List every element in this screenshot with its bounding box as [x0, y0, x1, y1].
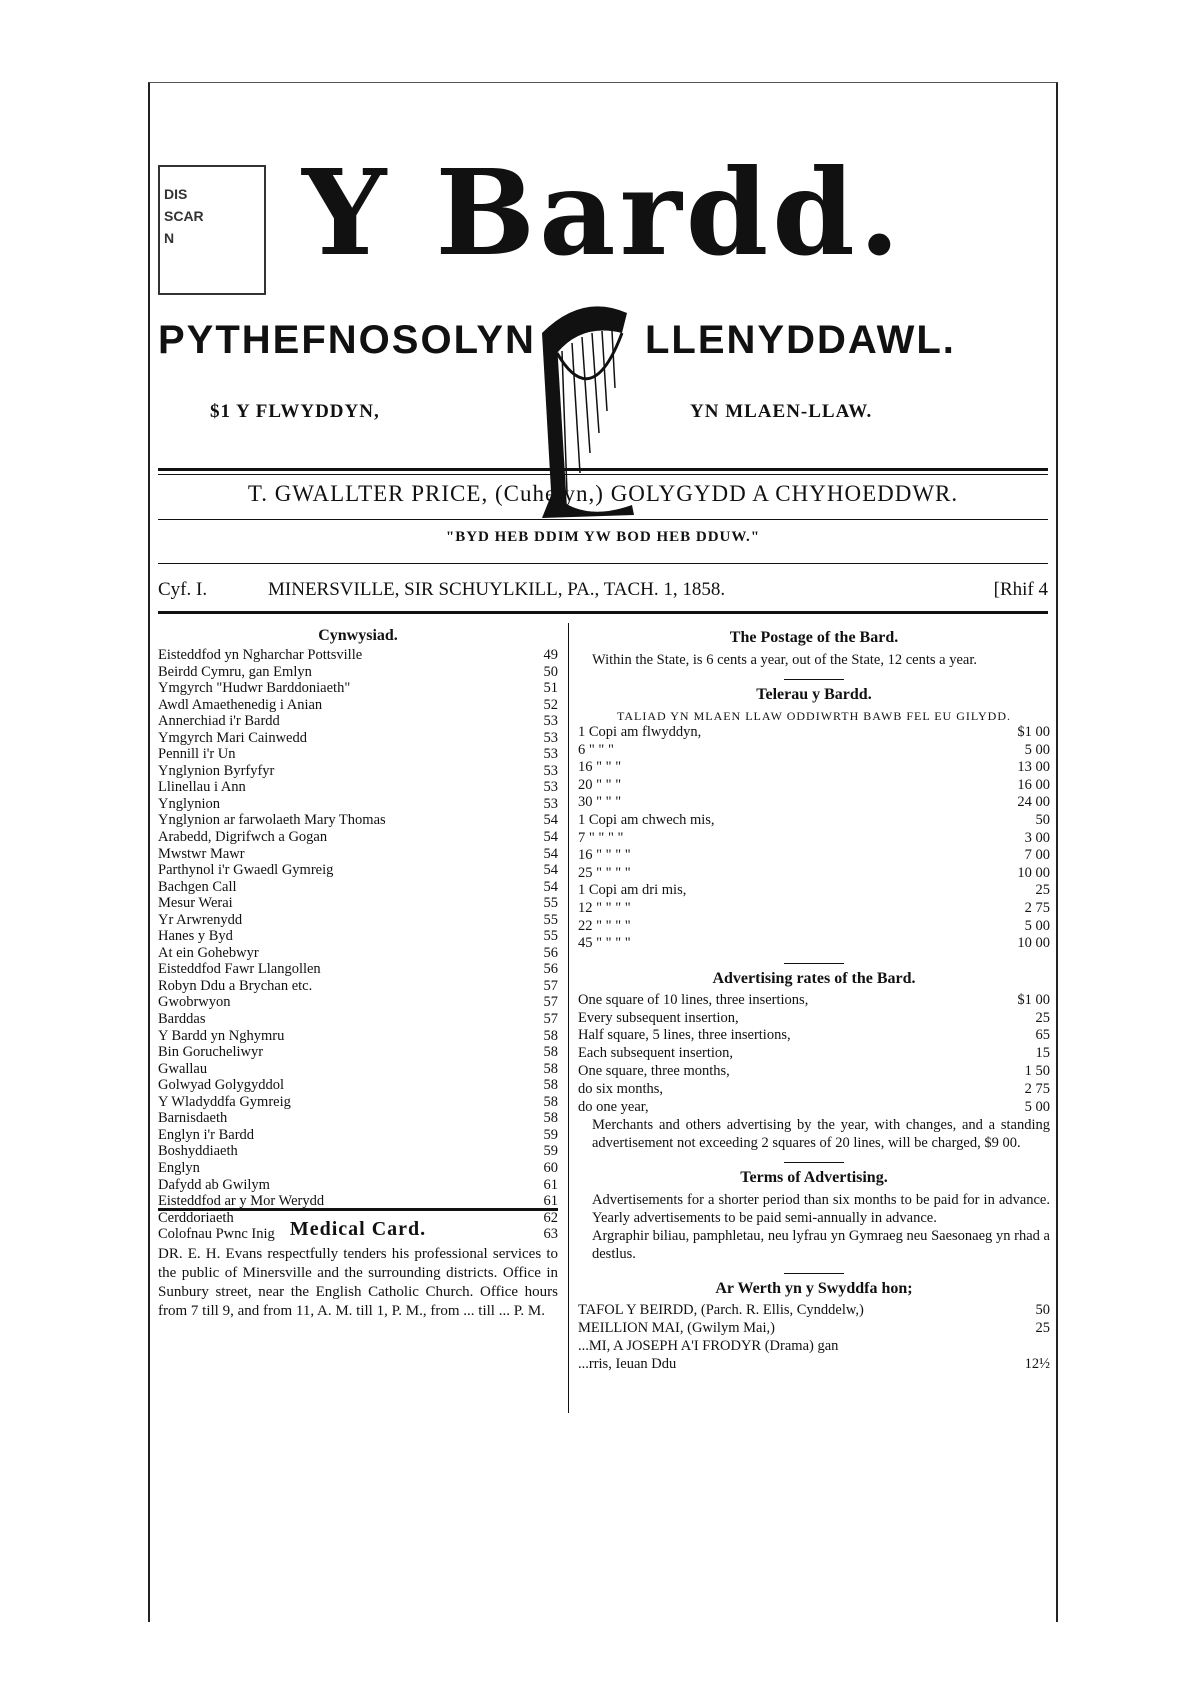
- contents-item-value: 57: [543, 977, 558, 994]
- masthead-rule: [158, 468, 1048, 471]
- stamp-line: N: [164, 230, 175, 246]
- contents-item-value: 58: [543, 1110, 558, 1127]
- contents-item-value: 56: [543, 944, 558, 961]
- masthead-subtitle-left: PYTHEFNOSOLYN: [158, 318, 536, 362]
- terms-row: [578, 830, 1050, 848]
- for-sale-item: [578, 1356, 1050, 1374]
- contents-item-value: 53: [543, 713, 558, 730]
- terms-row-value: 2 75: [1024, 899, 1050, 916]
- editor-line: T. GWALLTER PRICE, (Cuhelyn,) GOLYGYDD A CHYHOEDDWR.: [247, 481, 959, 506]
- contents-item: [158, 895, 558, 912]
- contents-item-label: Robyn Ddu a Brychan etc.: [158, 977, 313, 994]
- advertising-row: [578, 1081, 1050, 1099]
- contents-item: [158, 928, 558, 945]
- section-rule: [784, 963, 844, 964]
- contents-item-label: Eisteddfod ar y Mor Werydd: [158, 1193, 325, 1210]
- contents-item: [158, 1061, 558, 1078]
- contents-item-value: 59: [543, 1126, 558, 1143]
- contents-item-value: 61: [543, 1176, 558, 1193]
- postage-text: Within the State, is 6 cents a year, out of the State, 12 cents a year.: [592, 652, 977, 668]
- advertising-row: [578, 1099, 1050, 1117]
- contents-item-label: Yr Arwrenydd: [158, 911, 243, 928]
- terms-row-value: 5 00: [1024, 741, 1050, 758]
- contents-item: [158, 1011, 558, 1028]
- terms-row-value: 7 00: [1024, 847, 1050, 864]
- advertising-row: [578, 1045, 1050, 1063]
- contents-item-label: Beirdd Cymru, gan Emlyn: [158, 663, 312, 680]
- terms-row-label: 12 " " " ": [578, 899, 631, 916]
- contents-item-value: 53: [543, 762, 558, 779]
- contents-item-label: Bachgen Call: [158, 878, 237, 895]
- terms-row-value: $1 00: [1017, 724, 1050, 740]
- contents-item-value: 52: [543, 696, 558, 713]
- contents-item-value: 58: [543, 1077, 558, 1094]
- terms-row-value: 24 00: [1017, 794, 1050, 811]
- contents-item-label: Golwyad Golygyddol: [158, 1077, 285, 1094]
- terms-row-label: 16 " " ": [578, 759, 622, 776]
- contents-item: [158, 664, 558, 681]
- contents-heading: Cynwysiad.: [318, 627, 398, 644]
- terms-row-label: 1 Copi am chwech mis,: [578, 811, 715, 828]
- for-sale-list: [578, 1302, 1050, 1373]
- contents-item: [158, 1028, 558, 1045]
- masthead-rule: [158, 474, 1048, 475]
- contents-item-label: Ynglynion ar farwolaeth Mary Thomas: [158, 812, 386, 829]
- contents-item-value: 53: [543, 795, 558, 812]
- contents-item: [158, 862, 558, 879]
- terms-row-value: 10 00: [1017, 864, 1050, 881]
- medical-card: [158, 1218, 558, 1321]
- terms-row: [578, 882, 1050, 900]
- advertising-row-label: Each subsequent insertion,: [578, 1045, 734, 1062]
- section-rule: [784, 679, 844, 680]
- terms-row: [578, 812, 1050, 830]
- advertising-row: [578, 1010, 1050, 1028]
- contents-item: [158, 846, 558, 863]
- advertising-row-value: 1 50: [1024, 1062, 1050, 1079]
- terms-row-label: 25 " " " ": [578, 864, 631, 881]
- contents-item: [158, 994, 558, 1011]
- contents-item-label: At ein Gohebwyr: [158, 944, 259, 961]
- contents-item: [158, 829, 558, 846]
- contents-item: [158, 1077, 558, 1094]
- motto-rule: [158, 563, 1048, 564]
- terms-subheading: TALIAD YN MLAEN LLAW ODDIWRTH BAWB FEL EU GILYDD.: [616, 709, 1012, 723]
- terms-row: [578, 935, 1050, 953]
- terms-row-label: 1 Copi am flwyddyn,: [578, 724, 702, 740]
- advertising-row: [578, 1027, 1050, 1045]
- advertising-row-label: do one year,: [578, 1098, 649, 1115]
- issue-number: [Rhif 4: [993, 579, 1048, 600]
- contents-item: [158, 647, 558, 664]
- advertising-row-label: One square, three months,: [578, 1062, 730, 1079]
- contents-item: [158, 697, 558, 714]
- volume-number: Cyf. I.: [158, 579, 208, 600]
- contents-item-value: 58: [543, 1027, 558, 1044]
- contents-item-label: Gwobrwyon: [158, 994, 231, 1011]
- terms-row: [578, 742, 1050, 760]
- advertising-row-value: $1 00: [1017, 991, 1050, 1008]
- stamp-line: DIS: [164, 186, 188, 202]
- contents-item-value: 55: [543, 928, 558, 945]
- contents-item-value: 61: [543, 1193, 558, 1210]
- contents-item-label: Englyn i'r Bardd: [158, 1126, 255, 1143]
- contents-item-value: 54: [543, 829, 558, 846]
- contents-item: [158, 879, 558, 896]
- contents-item-label: Ymgyrch Mari Cainwedd: [158, 729, 307, 746]
- contents-item-value: 55: [543, 911, 558, 928]
- terms-row-label: 20 " " ": [578, 776, 622, 793]
- contents-item-label: Cerddoriaeth: [158, 1209, 234, 1226]
- contents-item: [158, 779, 558, 796]
- contents-item-value: 56: [543, 961, 558, 978]
- advertising-row-value: 2 75: [1024, 1080, 1050, 1097]
- price-tagline: $1 Y FLWYDDYN,: [210, 401, 380, 422]
- advertising-table: [578, 992, 1050, 1117]
- advertising-row-label: do six months,: [578, 1080, 663, 1097]
- contents-item-value: 53: [543, 746, 558, 763]
- editor-rule: [158, 519, 1048, 520]
- contents-item-value: 53: [543, 729, 558, 746]
- column-divider: [568, 623, 569, 1413]
- contents-item: [158, 1160, 558, 1177]
- terms-table: [578, 724, 1050, 953]
- terms-row-value: 3 00: [1024, 829, 1050, 846]
- for-sale-item-value: 25: [1035, 1320, 1050, 1337]
- for-sale-item-value: [990, 1338, 1050, 1356]
- terms-row-label: 22 " " " ": [578, 917, 631, 934]
- contents-item-label: Pennill i'r Un: [158, 746, 236, 763]
- contents-item: [158, 763, 558, 780]
- terms-row: [578, 759, 1050, 777]
- for-sale-item: [578, 1320, 1050, 1338]
- contents-item-label: Llinellau i Ann: [158, 779, 246, 796]
- dateline-rule: [158, 611, 1048, 614]
- contents-item-label: Ynglynion Byrfyfyr: [158, 762, 275, 779]
- contents-item-label: Y Bardd yn Nghymru: [158, 1027, 285, 1044]
- contents-item: [158, 961, 558, 978]
- terms-row-value: 25: [1035, 882, 1050, 899]
- advertising-heading: Advertising rates of the Bard.: [712, 969, 916, 987]
- section-rule: [784, 1273, 844, 1274]
- contents-item-value: 58: [543, 1044, 558, 1061]
- terms-row-value: 5 00: [1024, 917, 1050, 934]
- contents-item: [158, 1110, 558, 1127]
- contents-item-value: 62: [543, 1209, 558, 1226]
- contents-item: [158, 812, 558, 829]
- contents-item-value: 59: [543, 1143, 558, 1160]
- place-and-date: MINERSVILLE, SIR SCHUYLKILL, PA., TACH. 1, 1858.: [268, 579, 726, 600]
- contents-item-label: Arabedd, Digrifwch a Gogan: [158, 829, 328, 846]
- contents-item: [158, 1044, 558, 1061]
- contents-column: [158, 623, 558, 1243]
- section-rule: [784, 1162, 844, 1163]
- contents-item-label: Y Wladyddfa Gymreig: [158, 1093, 291, 1110]
- contents-item: [158, 912, 558, 929]
- contents-item-value: 57: [543, 1011, 558, 1028]
- masthead-title: Y Bardd.: [302, 143, 904, 282]
- terms-row-label: 6 " " ": [578, 741, 614, 758]
- for-sale-item: [578, 1302, 1050, 1320]
- contents-item: [158, 978, 558, 995]
- contents-item-label: Annerchiad i'r Bardd: [158, 713, 280, 730]
- printing-notice: Argraphir biliau, pamphletau, neu lyfrau yn Gymraeg neu Saesonaeg yn rhad a destlus.: [592, 1228, 1050, 1263]
- masthead-subtitle-right: LLENYDDAWL.: [645, 318, 956, 362]
- for-sale-item-label: ...rris, Ieuan Ddu: [578, 1355, 677, 1372]
- terms-row-value: 13 00: [1017, 759, 1050, 776]
- contents-item-value: 49: [543, 647, 558, 663]
- terms-row-label: 1 Copi am dri mis,: [578, 882, 687, 899]
- contents-item-value: 50: [543, 663, 558, 680]
- contents-item-label: Barnisdaeth: [158, 1110, 228, 1127]
- advertising-row-value: 5 00: [1024, 1098, 1050, 1115]
- contents-item-label: Gwallau: [158, 1060, 208, 1077]
- contents-item-label: Dafydd ab Gwilym: [158, 1176, 270, 1193]
- contents-item-value: 54: [543, 812, 558, 829]
- for-sale-item: [578, 1338, 1050, 1356]
- advertising-row: [578, 1063, 1050, 1081]
- contents-item: [158, 796, 558, 813]
- contents-item-label: Awdl Amaethenedig i Anian: [158, 696, 323, 713]
- contents-item-value: 54: [543, 862, 558, 879]
- contents-item-label: Mesur Werai: [158, 895, 233, 912]
- advertising-row-label: One square of 10 lines, three insertions,: [578, 991, 809, 1008]
- contents-item-label: Hanes y Byd: [158, 928, 233, 945]
- medical-rule: [158, 1208, 558, 1211]
- terms-row-value: 10 00: [1017, 935, 1050, 952]
- contents-item-label: Boshyddiaeth: [158, 1143, 238, 1160]
- for-sale-item-label: MEILLION MAI, (Gwilym Mai,): [578, 1320, 775, 1337]
- terms-row: [578, 900, 1050, 918]
- terms-row-label: 45 " " " ": [578, 935, 631, 952]
- terms-advertising-heading: Terms of Advertising.: [740, 1169, 888, 1187]
- terms-row-value: 50: [1035, 811, 1050, 828]
- contents-item: [158, 746, 558, 763]
- contents-item: [158, 713, 558, 730]
- advertising-row-value: 25: [1035, 1009, 1050, 1026]
- advertising-row: [578, 992, 1050, 1010]
- advertising-row-label: Every subsequent insertion,: [578, 1009, 739, 1026]
- terms-advertising-text: Advertisements for a shorter period than six months to be paid for in advance. Yearly advertisements to be paid semi-annually in advance.: [592, 1192, 1050, 1227]
- terms-heading: Telerau y Bardd.: [756, 686, 872, 703]
- for-sale-item-label: ...MI, A JOSEPH A'I FRODYR (Drama) gan: [578, 1337, 839, 1354]
- terms-row: [578, 777, 1050, 795]
- contents-item: [158, 1094, 558, 1111]
- contents-list: [158, 647, 558, 1243]
- contents-item: [158, 1127, 558, 1144]
- terms-row-label: 7 " " " ": [578, 829, 624, 846]
- contents-item-value: 58: [543, 1093, 558, 1110]
- contents-item-value: 58: [543, 1060, 558, 1077]
- contents-item-value: 53: [543, 779, 558, 796]
- terms-row: [578, 918, 1050, 936]
- contents-item-value: 57: [543, 994, 558, 1011]
- advertising-row-value: 15: [1035, 1045, 1050, 1062]
- contents-item: [158, 945, 558, 962]
- advertising-row-label: Half square, 5 lines, three insertions,: [578, 1027, 791, 1044]
- contents-item-label: Englyn: [158, 1159, 200, 1176]
- contents-item-label: Ynglynion: [158, 795, 221, 812]
- contents-item-label: Colofnau Pwnc Inig: [158, 1226, 275, 1243]
- contents-item-label: Mwstwr Mawr: [158, 845, 245, 862]
- contents-item: [158, 1177, 558, 1194]
- contents-item-label: Eisteddfod Fawr Llangollen: [158, 961, 321, 978]
- for-sale-item-value: 12½: [1024, 1355, 1050, 1372]
- advance-tagline: YN MLAEN-LLAW.: [690, 401, 873, 422]
- for-sale-item-value: 50: [1035, 1302, 1050, 1319]
- contents-item: [158, 730, 558, 747]
- advertising-row-value: 65: [1035, 1027, 1050, 1044]
- contents-item: [158, 680, 558, 697]
- notices-column: [578, 623, 1050, 1373]
- motto: "BYD HEB DDIM YW BOD HEB DDUW.": [445, 529, 761, 545]
- for-sale-item-label: TAFOL Y BEIRDD, (Parch. R. Ellis, Cynddelw,): [578, 1302, 864, 1319]
- medical-heading: Medical Card.: [289, 1218, 427, 1240]
- contents-item-value: 63: [543, 1226, 558, 1243]
- contents-item-value: 54: [543, 845, 558, 862]
- terms-row-value: 16 00: [1017, 776, 1050, 793]
- contents-item: [158, 1143, 558, 1160]
- terms-row-label: 30 " " ": [578, 794, 622, 811]
- contents-item-label: Ymgyrch "Hudwr Barddoniaeth": [158, 680, 351, 697]
- newspaper-page: [148, 82, 1058, 1622]
- terms-row-label: 16 " " " ": [578, 847, 631, 864]
- contents-item-value: 51: [543, 680, 558, 697]
- contents-item-label: Bin Gorucheliwyr: [158, 1044, 264, 1061]
- terms-row: [578, 724, 1050, 742]
- contents-item-value: 55: [543, 895, 558, 912]
- medical-body: DR. E. H. Evans respectfully tenders his professional services to the public of Minersville and the surrounding districts. Office in Sunbury street, near the English Catholic Church. Office hours from 7 till 9, and from 11, A. M. till 1, P. M., from ... till ... P. M.: [158, 1246, 558, 1319]
- terms-row: [578, 865, 1050, 883]
- terms-row: [578, 847, 1050, 865]
- contents-item-label: Eisteddfod yn Ngharchar Pottsville: [158, 647, 363, 663]
- advertising-note: Merchants and others advertising by the year, with changes, and a standing advertisement not exceeding 2 squares of 20 lines, will be charged, $9 00.: [592, 1117, 1050, 1152]
- contents-item-label: Parthynol i'r Gwaedl Gymreig: [158, 862, 334, 879]
- contents-item-value: 54: [543, 878, 558, 895]
- for-sale-heading: Ar Werth yn y Swyddfa hon;: [715, 1280, 913, 1298]
- stamp-line: SCAR: [164, 208, 204, 224]
- contents-item-value: 60: [543, 1159, 558, 1176]
- terms-row: [578, 794, 1050, 812]
- postage-heading: The Postage of the Bard.: [729, 629, 899, 646]
- contents-item-label: Barddas: [158, 1011, 206, 1028]
